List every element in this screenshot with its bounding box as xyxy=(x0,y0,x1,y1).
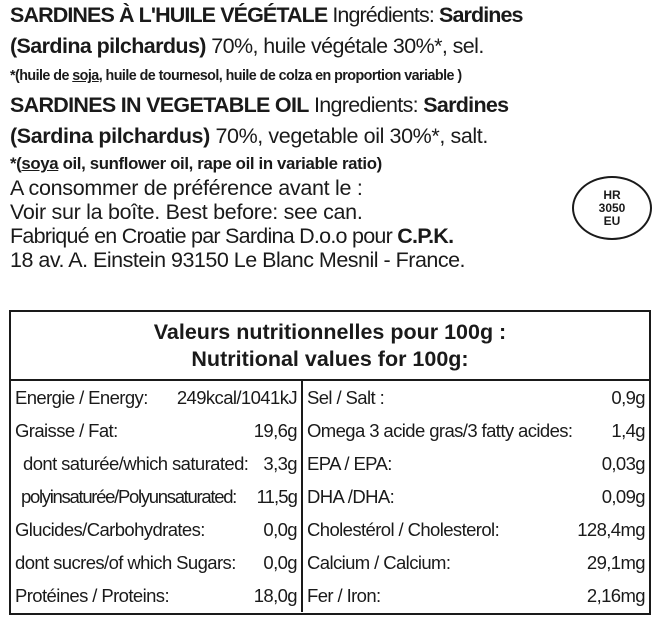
brand-name: C.P.K. xyxy=(397,224,454,248)
nutrient-row xyxy=(303,381,649,414)
nutrient-value: 18,0g xyxy=(253,584,297,606)
nutrient-name: Energie / Energy: xyxy=(15,386,148,408)
nutrient-name: Graisse / Fat: xyxy=(15,419,118,441)
french-species: (Sardina pilchardus) xyxy=(10,34,206,58)
address: 18 av. A. Einstein 93150 Le Blanc Mesnil - France. xyxy=(10,248,466,272)
nutrient-value: 0,9g xyxy=(611,386,645,408)
french-title: SARDINES À L'HUILE VÉGÉTALE xyxy=(10,3,328,27)
nutrient-row xyxy=(303,546,649,579)
english-composition: 70%, vegetable oil 30%*, salt. xyxy=(215,124,488,148)
nutrition-title-french: Valeurs nutritionnelles pour 100g : xyxy=(153,320,507,344)
nutrient-value: 19,6g xyxy=(253,419,297,441)
french-allergen: soja xyxy=(72,68,99,84)
nutrient-name: Fer / Iron: xyxy=(307,584,381,606)
nutrient-row xyxy=(303,579,649,612)
nutrient-row xyxy=(11,579,301,612)
nutrient-name: Glucides/Carbohydrates: xyxy=(15,518,205,540)
nutrient-row xyxy=(11,513,301,546)
nutrient-name: EPA / EPA: xyxy=(307,452,392,474)
health-mark-region: EU xyxy=(603,213,621,228)
french-fish-name: Sardines xyxy=(439,3,523,27)
nutrient-row xyxy=(11,546,301,579)
english-ingredients-label: Ingredients: xyxy=(313,93,418,117)
nutrient-name: dont sucres/of which Sugars: xyxy=(15,551,236,573)
nutrient-row xyxy=(11,414,301,447)
nutrient-name: Cholestérol / Cholesterol: xyxy=(307,518,500,540)
french-footnote-start: *(huile de xyxy=(10,68,73,84)
nutrient-name: Calcium / Calcium: xyxy=(307,551,451,573)
french-oil-footnote xyxy=(10,62,655,90)
manufacturer-text: Fabriqué en Croatie par Sardina D.o.o pour xyxy=(10,224,393,248)
nutrient-name: DHA /DHA: xyxy=(307,485,395,507)
nutrient-value: 1,4g xyxy=(611,419,645,441)
english-composition-line xyxy=(10,121,655,152)
nutrient-value: 128,4mg xyxy=(577,518,645,540)
nutrient-row xyxy=(303,414,649,447)
english-footnote-start: *( xyxy=(10,154,22,173)
nutrient-row xyxy=(303,447,649,480)
health-mark-number: 3050 xyxy=(598,200,626,215)
manufacturer-line xyxy=(10,224,655,248)
french-title-line xyxy=(10,0,655,31)
french-composition-line xyxy=(10,31,655,62)
nutrient-name: dont saturée/which saturated: xyxy=(23,452,249,474)
nutrition-columns xyxy=(11,381,649,612)
english-fish-name: Sardines xyxy=(423,93,509,117)
nutrient-value: 29,1mg xyxy=(586,551,645,573)
nutrient-value: 0,09g xyxy=(601,485,645,507)
nutrient-value: 0,0g xyxy=(263,518,297,540)
english-oil-footnote xyxy=(10,152,655,176)
nutrient-value: 2,16mg xyxy=(586,584,645,606)
health-mark-country: HR xyxy=(603,187,621,202)
english-allergen: soya xyxy=(21,154,59,173)
best-before-french: A consommer de préférence avant le : xyxy=(10,176,363,200)
nutrient-value: 0,0g xyxy=(263,551,297,573)
nutrition-title-english: Nutritional values for 100g: xyxy=(191,347,469,371)
nutrient-row xyxy=(303,480,649,513)
best-before-english: Voir sur la boîte. Best before: see can. xyxy=(10,200,363,224)
nutrient-value: 3,3g xyxy=(263,452,297,474)
french-ingredients-label: Ingrédients: xyxy=(332,3,434,27)
english-footnote-end: oil, sunflower oil, rape oil in variable ratio) xyxy=(58,154,382,173)
nutrient-value: 11,5g xyxy=(256,485,297,507)
nutrient-name: polyinsaturée/Polyunsaturated: xyxy=(21,485,237,507)
nutrient-row xyxy=(11,447,301,480)
french-composition: 70%, huile végétale 30%*, sel. xyxy=(211,34,484,58)
nutrient-row xyxy=(11,480,301,513)
nutrient-value: 0,03g xyxy=(601,452,645,474)
french-footnote-end: , huile de tournesol, huile de colza en proportion variable ) xyxy=(98,68,462,84)
nutrition-left-column xyxy=(11,381,303,612)
nutrition-right-column xyxy=(303,381,649,612)
nutrient-name: Sel / Salt : xyxy=(307,386,385,408)
nutrient-name: Omega 3 acide gras/3 fatty acides: xyxy=(307,419,573,441)
nutrient-value: 249kcal/1041kJ xyxy=(176,386,297,408)
nutrient-row xyxy=(303,513,649,546)
product-label xyxy=(10,0,655,272)
nutrition-table-header xyxy=(11,312,649,381)
nutrient-row xyxy=(11,381,301,414)
health-mark-stamp xyxy=(572,176,652,240)
english-title: SARDINES IN VEGETABLE OIL xyxy=(10,93,309,117)
english-title-line xyxy=(10,90,655,121)
nutrient-name: Protéines / Proteins: xyxy=(15,584,169,606)
nutrition-table xyxy=(9,310,651,615)
english-species: (Sardina pilchardus) xyxy=(10,124,210,148)
